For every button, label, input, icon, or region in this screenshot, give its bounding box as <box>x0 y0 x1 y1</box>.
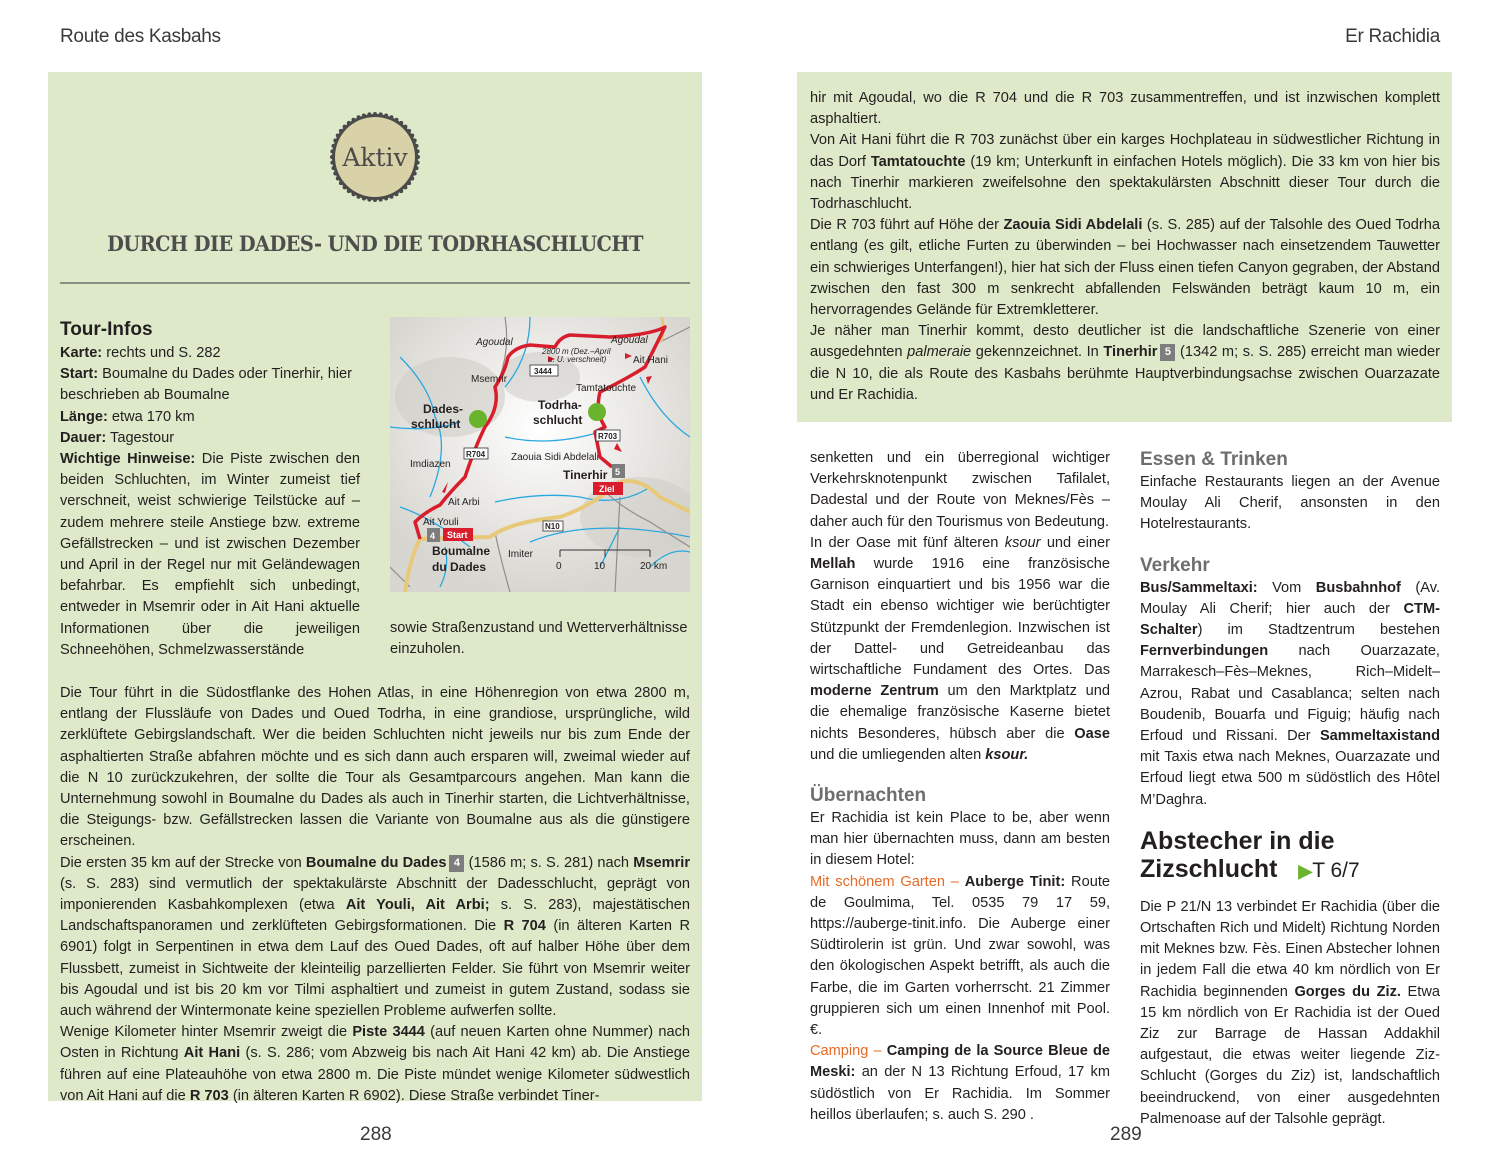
italic-term: palmeraie <box>907 344 972 361</box>
paragraph: Die R 703 führt auf Höhe der Zaouia Sidi Abdelali (s. S. 285) auf der Talsohle des Oued Todrha entlang (es gilt, etliche Furten zu überwinden – bei Hochwasser nach einsetzendem Tauwetter ein schwieriges Unterfangen!), hier hat sich der Fluss einen tiefen Canyon gegraben, der Abstand zwischen den fast 300 m senkrecht abfallenden Felswänden beträgt kaum 10 m, ein hervorragendes Gelände für Extremkletterer. <box>810 217 1441 319</box>
paragraph: Die P 21/N 13 verbindet Er Rachidia (über die Ortschaften Rich und Midelt) Richtung Norden mit Meknes bzw. Fès. Einen Abstecher lohnen in jedem Fall die etwa 40 km nördlich von Er Rachidia beginnenden Gorges du Ziz. Etwa 15 km nördlich von Er Rachidia ist der Oued Ziz zur Barrage de Hassan Addakhil aufgestaut, die etwas weiter liegende Ziz-Schlucht (Gorges du Ziz) ist, landschaftlich beeindruckend, von einer ausgedehnten Palmenoase auf der Talsohle geprägt. <box>1140 898 1440 1127</box>
bold-term: Piste 3444 <box>352 1024 425 1041</box>
map-label: Tinerhir <box>563 468 608 482</box>
tour-info-label: Wichtige Hinweise: <box>60 451 196 468</box>
bold-term: Gorges du Ziz. <box>1294 983 1401 1000</box>
paragraph: Mit schönem Garten – Auberge Tinit: Route de Goulmima, Tel. 0535 79 17 59, https://auberge-tinit.info. Die Auberge einer Südtirolerin ist grün. Und zwar sowohl, was den ökologischen Aspekt betrifft, als auch die Farbe, die im Garten vorherrscht. 21 Zimmer gruppieren sich um einen Innenhof mit Pool. €. <box>810 873 1110 1039</box>
er-rachidia-column-1 <box>810 448 1110 1126</box>
tour-infos <box>60 318 360 661</box>
map-label: Agoudal <box>611 335 648 346</box>
bold-term: Auberge Tinit: <box>964 873 1066 890</box>
category-label: Mit schönem Garten – <box>810 873 965 890</box>
map-label: Msemrir <box>471 374 508 385</box>
tour-info-item: Karte: rechts und S. 282 <box>60 345 221 361</box>
map-label: Imdiazen <box>410 459 451 470</box>
map-label: 0 <box>556 561 562 572</box>
bold-term: Sammeltaxistand <box>1319 728 1440 745</box>
paragraph: senketten und ein überregional wichtiger Verkehrsknotenpunkt zwischen Tafilalet, Dadestal und der Route von Meknes/Fès – daher auch für den Tourismus von Bedeutung. <box>810 450 1110 530</box>
map-label: Ait Hani <box>633 355 669 366</box>
italic-term: ksour <box>1004 534 1041 551</box>
map-label: Dades- <box>423 402 464 416</box>
bold-term: R 704 <box>503 918 546 935</box>
bold-term: Tinerhir <box>1103 344 1158 361</box>
title-divider <box>60 282 690 284</box>
tour-infos-list <box>60 343 360 661</box>
tour-info-label: Dauer: <box>60 429 107 446</box>
essen-text <box>1140 472 1440 536</box>
map-label: schlucht <box>411 417 461 431</box>
tour-infos-continued: sowie Straßenzustand und Wetterverhältnisse einzuholen. <box>390 620 688 658</box>
map-label: R704 <box>466 450 486 459</box>
map-label: 4 <box>430 531 436 541</box>
bold-term: Ait Hani <box>183 1045 241 1062</box>
cross-reference: T 6/7 <box>1312 858 1360 882</box>
paragraph: Einfache Restaurants liegen an der Avenue Moulay Ali Cherif, ansonsten in den Hotelrestaurants. <box>1140 474 1440 533</box>
tour-info-label: Start: <box>60 366 99 383</box>
bold-term: Oase <box>1074 725 1110 742</box>
tour-info-item: Länge: etwa 170 km <box>60 408 195 425</box>
page-number-left: 288 <box>360 1124 392 1145</box>
verkehr-text <box>1140 578 1440 811</box>
map-label: Ait Youli <box>423 517 459 528</box>
city-intro <box>810 448 1110 766</box>
map-reference-marker: 5 <box>1160 344 1175 361</box>
bold-term: Bus/Sammeltaxi: <box>1140 579 1258 596</box>
abstecher-text <box>1140 897 1440 1130</box>
bold-term: Boumalne du Dades <box>305 854 447 871</box>
map-label: u. U. verschneit) <box>548 355 607 364</box>
tour-info-item: Start: Boumalne du Dades oder Tinerhir, hier beschrieben ab Boumalne <box>60 366 353 404</box>
map-label: 2800 m (Dez.–April <box>542 347 611 356</box>
bold-term: moderne Zentrum <box>810 683 939 700</box>
bold-term: Mellah <box>810 556 856 573</box>
map-label: Ait Arbi <box>448 497 480 508</box>
paragraph: In der Oase mit fünf älteren ksour und einer Mellah wurde 1916 eine französische Garnison einquartiert und bis 1956 war die Stadt ein ebenso wichtiger wie berüchtigter Stützpunkt der Fremdenlegion. Inzwischen ist der Dattel- und Getreideanbau das wirtschaftliche Fundament des Ortes. Das moderne Zentrum um den Marktplatz und die ehemalige französische Kaserne bietet nichts Besonderes, hübsch aber die Oase und die umliegenden alten ksour. <box>810 534 1110 763</box>
map-label: Imiter <box>508 549 533 560</box>
map-label: 3444 <box>534 367 552 376</box>
map-label: Todrha- <box>538 398 582 412</box>
section-heading-uebernachten: Übernachten <box>810 785 927 807</box>
map-label: N10 <box>545 522 560 531</box>
tour-info-item: Wichtige Hinweise: Die Piste zwischen den beiden Schluchten, im Winter zumeist tief verschneit, weist schwierige Teilstücke auf – zudem mehrere steile Anstiege bzw. extreme Gefällstrecken – und ist zwischen Dezember und April in der Regel nur mit Geländewagen befahrbar. Es empfiehlt sich unbedingt, entweder in Msemrir oder in Ait Hani aktuelle Informationen über die jeweiligen Schneehöhen, Schmelzwasserstände <box>60 451 360 658</box>
bold-term: Zaouia Sidi Abdelali <box>1003 217 1143 234</box>
map-label: Ziel <box>599 484 615 494</box>
abstecher-heading-line2: Zizschlucht <box>1140 854 1278 883</box>
er-rachidia-column-2 <box>1140 448 1440 1130</box>
uebernachten-text <box>810 808 1110 1126</box>
bold-term: Fernverbindungen <box>1140 643 1269 660</box>
bold-term: CTM-Schalter <box>1140 600 1440 639</box>
route-map-graphic <box>390 317 690 592</box>
map-label: Boumalne <box>432 544 491 558</box>
map-reference-marker: 4 <box>449 855 464 872</box>
map-label: du Dades <box>432 560 487 574</box>
aktiv-badge <box>330 112 420 202</box>
map-label: 10 <box>594 561 606 572</box>
map-label: Tamtatouchte <box>576 383 637 394</box>
section-heading-verkehr: Verkehr <box>1140 554 1210 576</box>
bold-term: R 703 <box>189 1087 229 1104</box>
map-label: Start <box>447 530 468 540</box>
tour-description-continued <box>810 88 1440 406</box>
map-label: 20 km <box>640 561 668 572</box>
abstecher-heading-line1: Abstecher in die <box>1140 826 1335 855</box>
running-head-left: Route des Kasbahs <box>60 26 221 47</box>
paragraph: Je näher man Tinerhir kommt, desto deutlicher ist die landschaftliche Szenerie von einer ausgedehnten palmeraie gekennzeichnet. In Tinerhir 5 (1342 m; s. S. 285) erreicht man wieder die N 10, die als Route des Kasbahs berühmte Hauptverbindungsachse zwischen Ouarzazate und Er Rachidia. <box>810 323 1440 403</box>
paragraph: Camping – Camping de la Source Bleue de Meski: an der N 13 Richtung Erfoud, 17 km südöstlich von Er Rachidia. Im Sommer heillos überlaufen; s. auch S. 290 . <box>810 1043 1110 1123</box>
map-label: 5 <box>615 467 621 477</box>
category-label: Camping – <box>810 1043 887 1060</box>
paragraph: Wenige Kilometer hinter Msemrir zweigt die Piste 3444 (auf neuen Karten ohne Nummer) nach Osten in Richtung Ait Hani (s. S. 286; vom Abzweig bis nach Ait Hani 42 km) ab. Die Anstiege führen auf eine Plateauhöhe von etwa 2800 m. Die Piste mündet wenige Kilometer südwestlich von Ait Hani auf die R 703 (in älteren Karten R 6902). Diese Straße verbindet Tiner- <box>60 1024 690 1104</box>
paragraph: Die Tour führt in die Südostflanke des Hohen Atlas, in eine Höhenregion von etwa 2800 m, entlang der Flussläufe von Dades und Oued Todrha, in eine grandiose, ursprüngliche, wild zerklüftete Gebirgslandschaft. Wer die beiden Schluchten nicht jeweils nur bis zum Ende der asphaltierten Straße abfahren möchte und es sich dann auch ersparen will, zweimal wieder auf die N 10 zurückzukehren, der sollte die Tour als Gesamtparcours angehen. Man kann die Unternehmung sowohl in Boumalne du Dades als auch in Tinerhir starten, die Lichtverhältnisse, die Steigungs- bzw. Gefällstrecken lassen die Variante von Boumalne aus als die günstigere erscheinen. <box>60 685 690 850</box>
route-map <box>390 317 690 592</box>
paragraph: Die ersten 35 km auf der Strecke von Boumalne du Dades 4 (1586 m; s. S. 281) nach Msemrir (s. S. 283) sind vermutlich der spektakulärste Abschnitt der Dadesschlucht, geprägt von imponierenden Kasbahkomplexen (etwa Ait Youli, Ait Arbi; s. S. 283), majestätischen Landschaftspanoramen und zerklüfteten Gebirgsformationen. Die R 704 (in älteren Karten R 6901) folgt in Serpentinen in etwa dem Lauf des Oued Dades, oft auf halber Höhe über dem Flussbett, zumeist in Sichtweite der kleinteilig parzellierten Felder. Sie führt von Msemrir weiter bis Agoudal und ist bis 20 km vor Tilmi asphaltiert und zumeist in gutem Zustand, sodass sie auch während der Wintermonate keine speziellen Probleme aufwerfen sollte. <box>60 854 690 1020</box>
tour-info-label: Länge: <box>60 408 108 425</box>
bold-term: Msemrir <box>633 854 690 871</box>
tour-title: DURCH DIE DADES- UND DIE TODRHASCHLUCHT <box>107 231 643 256</box>
map-label: schlucht <box>533 413 583 427</box>
tour-info-item: Dauer: Tagestour <box>60 429 175 446</box>
paragraph: Von Ait Hani führt die R 703 zunächst über ein karges Hochplateau in südwestlicher Richtung in das Dorf Tamtatouchte (19 km; Unterkunft in einfachen Hotels möglich). Die 33 km von hier bis nach Tinerhir markieren zweifelsohne den spektakulärsten Abschnitt dieser Tour durch die Todrhaschlucht. <box>810 132 1440 213</box>
bold-italic-term: ksour. <box>985 746 1029 763</box>
section-heading-essen: Essen & Trinken <box>1140 449 1288 470</box>
map-label: R703 <box>598 432 618 441</box>
play-arrow-icon: ▶ <box>1298 860 1313 881</box>
tour-infos-heading: Tour-Infos <box>60 319 153 340</box>
badge-label: Aktiv <box>342 142 408 172</box>
tour-description <box>60 683 690 1107</box>
tour-info-label: Karte: <box>60 345 103 361</box>
map-label: Agoudal <box>476 337 513 348</box>
page-number-right: 289 <box>1110 1124 1142 1145</box>
bold-term: Ait Youli, Ait Arbi; <box>345 897 490 914</box>
abstecher-heading <box>1140 827 1440 885</box>
map-label: Zaouia Sidi Abdelali <box>511 452 599 463</box>
bold-term: Busbahnhof <box>1315 579 1401 596</box>
bold-term: Tamtatouchte <box>870 153 966 170</box>
bold-term: Camping de la Source Bleue de Meski: <box>810 1043 1110 1081</box>
paragraph: hir mit Agoudal, wo die R 704 und die R 703 zusammentreffen, und ist inzwischen komplett asphaltiert. <box>810 90 1440 128</box>
paragraph: Bus/Sammeltaxi: Vom Busbahnhof (Av. Moulay Ali Cherif; hier auch der CTM-Schalter) im Stadtzentrum bestehen Fernverbindungen nach Ouarzazate, Marrakesch–Fès–Meknes, Rich–Midelt–Azrou, Rabat und Casablanca; selten nach Boudenib, Bouarfa und Figuig; häufig nach Erfoud und Rissani. Der Sammeltaxistand mit Taxis etwa nach Meknes, Ouarzazate und Erfoud liegt etwa 500 m südöstlich des Hôtel M’Daghra. <box>1140 579 1441 808</box>
paragraph: Er Rachidia ist kein Place to be, aber wenn man hier übernachten muss, dann am besten in diesem Hotel: <box>810 810 1110 869</box>
running-head-right: Er Rachidia <box>1345 26 1440 47</box>
